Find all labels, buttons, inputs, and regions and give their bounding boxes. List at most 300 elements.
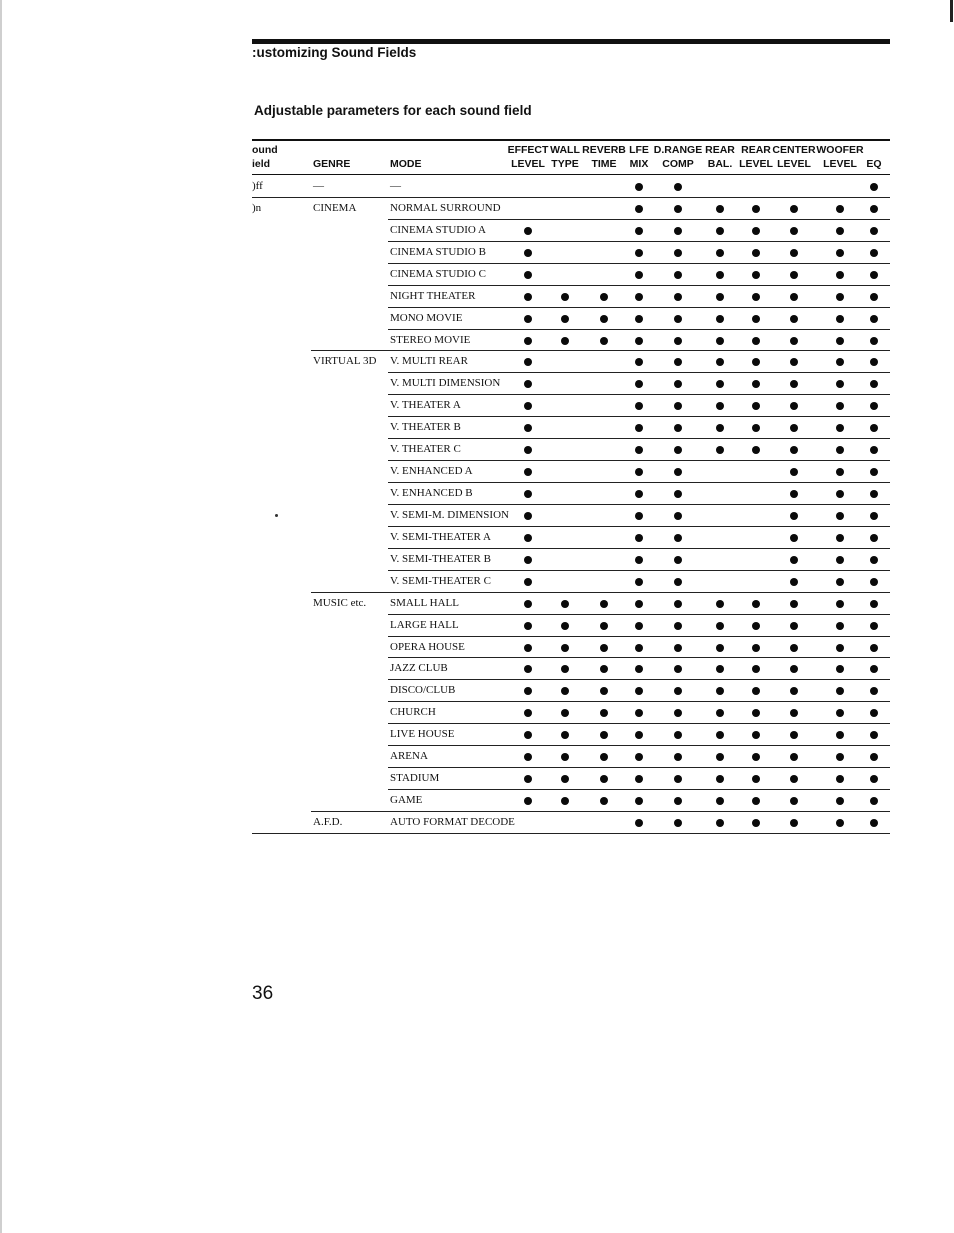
check-dot — [836, 446, 844, 454]
check-dot — [561, 337, 569, 345]
table-top-rule — [252, 139, 890, 141]
check-dot — [716, 293, 724, 301]
row-mode: NIGHT THEATER — [390, 289, 476, 302]
header-param — [866, 143, 881, 171]
check-dot — [870, 293, 878, 301]
check-dot — [790, 293, 798, 301]
header-param-line: LFE — [629, 144, 649, 156]
check-dot — [674, 205, 682, 213]
row-genre: A.F.D. — [313, 815, 343, 828]
check-dot — [635, 644, 643, 652]
check-dot — [870, 468, 878, 476]
row-mode: V. SEMI-THEATER C — [390, 574, 491, 587]
check-dot — [716, 424, 724, 432]
check-dot — [870, 819, 878, 827]
check-dot — [790, 665, 798, 673]
check-dot — [674, 337, 682, 345]
check-dot — [674, 687, 682, 695]
check-dot — [836, 665, 844, 673]
check-dot — [716, 446, 724, 454]
header-param — [739, 143, 773, 171]
check-dot — [524, 380, 532, 388]
check-dot — [600, 622, 608, 630]
check-dot — [524, 424, 532, 432]
row-rule — [388, 504, 890, 505]
check-dot — [524, 600, 532, 608]
check-dot — [524, 468, 532, 476]
row-mode: V. THEATER C — [390, 443, 461, 456]
row-mode: LARGE HALL — [390, 618, 459, 631]
check-dot — [600, 644, 608, 652]
check-dot — [600, 731, 608, 739]
check-dot — [836, 797, 844, 805]
check-dot — [600, 337, 608, 345]
check-dot — [790, 819, 798, 827]
row-mode: V. SEMI-THEATER A — [390, 530, 491, 543]
check-dot — [870, 271, 878, 279]
header-param-line: LEVEL — [777, 158, 811, 170]
check-dot — [790, 556, 798, 564]
check-dot — [870, 600, 878, 608]
check-dot — [600, 315, 608, 323]
row-rule — [388, 329, 890, 330]
check-dot — [635, 556, 643, 564]
header-param-line: WALL — [550, 144, 580, 156]
check-dot — [752, 205, 760, 213]
header-param — [629, 143, 649, 171]
check-dot — [836, 578, 844, 586]
check-dot — [716, 687, 724, 695]
stray-mark — [275, 514, 278, 517]
row-sound-field: )ff — [252, 180, 263, 192]
check-dot — [635, 665, 643, 673]
check-dot — [716, 622, 724, 630]
row-rule — [388, 482, 890, 483]
header-param — [816, 143, 863, 171]
check-dot — [524, 512, 532, 520]
check-dot — [635, 468, 643, 476]
check-dot — [524, 775, 532, 783]
check-dot — [716, 709, 724, 717]
header-param-line: WOOFER — [816, 144, 864, 156]
check-dot — [635, 819, 643, 827]
header-param-line — [866, 143, 881, 157]
check-dot — [524, 709, 532, 717]
check-dot — [836, 337, 844, 345]
check-dot — [524, 227, 532, 235]
row-rule — [311, 350, 890, 351]
row-rule — [388, 548, 890, 549]
section-title: :ustomizing Sound Fields — [252, 45, 417, 60]
check-dot — [561, 797, 569, 805]
check-dot — [716, 753, 724, 761]
check-dot — [561, 622, 569, 630]
check-dot — [524, 556, 532, 564]
row-rule — [388, 614, 890, 615]
check-dot — [836, 205, 844, 213]
check-dot — [752, 622, 760, 630]
page-left-edge — [0, 0, 2, 1233]
row-rule — [311, 811, 890, 812]
check-dot — [674, 644, 682, 652]
row-genre: MUSIC etc. — [313, 596, 367, 609]
check-dot — [635, 731, 643, 739]
check-dot — [752, 315, 760, 323]
check-dot — [674, 622, 682, 630]
check-dot — [635, 402, 643, 410]
check-dot — [524, 271, 532, 279]
check-dot — [635, 775, 643, 783]
check-dot — [635, 490, 643, 498]
check-dot — [790, 687, 798, 695]
row-mode: GAME — [390, 794, 423, 807]
check-dot — [870, 687, 878, 695]
check-dot — [870, 709, 878, 717]
check-dot — [870, 315, 878, 323]
row-mode: V. SEMI-M. DIMENSION — [390, 508, 509, 521]
check-dot — [870, 534, 878, 542]
row-rule — [388, 285, 890, 286]
row-mode: V. ENHANCED A — [390, 465, 473, 478]
row-rule — [388, 679, 890, 680]
header-param — [582, 143, 626, 171]
row-rule — [388, 241, 890, 242]
row-rule — [252, 197, 890, 198]
check-dot — [790, 622, 798, 630]
check-dot — [674, 578, 682, 586]
header-param-line: EQ — [866, 158, 882, 170]
check-dot — [716, 644, 724, 652]
check-dot — [600, 709, 608, 717]
check-dot — [635, 183, 643, 191]
check-dot — [674, 358, 682, 366]
check-dot — [752, 424, 760, 432]
header-rule — [252, 174, 890, 175]
row-rule — [388, 460, 890, 461]
check-dot — [524, 665, 532, 673]
row-mode: ARENA — [390, 750, 428, 763]
check-dot — [635, 446, 643, 454]
check-dot — [716, 337, 724, 345]
check-dot — [716, 665, 724, 673]
row-rule — [388, 416, 890, 417]
check-dot — [752, 687, 760, 695]
check-dot — [674, 446, 682, 454]
check-dot — [752, 380, 760, 388]
row-mode: V. MULTI REAR — [390, 355, 468, 368]
row-mode: CINEMA STUDIO B — [390, 245, 486, 258]
page-number: 36 — [252, 983, 274, 1004]
header-param-line: TYPE — [551, 158, 579, 170]
header-param-line: EFFECT — [507, 144, 549, 156]
row-rule — [388, 701, 890, 702]
check-dot — [752, 249, 760, 257]
check-dot — [600, 753, 608, 761]
check-dot — [752, 775, 760, 783]
header-genre: GENRE — [313, 158, 351, 170]
check-dot — [524, 490, 532, 498]
check-dot — [716, 797, 724, 805]
check-dot — [790, 534, 798, 542]
check-dot — [600, 797, 608, 805]
check-dot — [870, 753, 878, 761]
check-dot — [674, 402, 682, 410]
header-param — [705, 143, 735, 171]
check-dot — [674, 731, 682, 739]
check-dot — [836, 600, 844, 608]
check-dot — [635, 709, 643, 717]
check-dot — [790, 424, 798, 432]
header-param — [508, 143, 549, 171]
row-mode: V. MULTI DIMENSION — [390, 377, 501, 390]
check-dot — [752, 665, 760, 673]
check-dot — [790, 249, 798, 257]
header-param-line: D.RANGE — [653, 144, 703, 156]
check-dot — [790, 512, 798, 520]
header-param — [654, 143, 702, 171]
check-dot — [561, 687, 569, 695]
check-dot — [836, 271, 844, 279]
check-dot — [752, 358, 760, 366]
row-mode: CHURCH — [390, 706, 436, 719]
check-dot — [870, 337, 878, 345]
check-dot — [836, 227, 844, 235]
header-param-line: LEVEL — [823, 158, 857, 170]
check-dot — [790, 337, 798, 345]
check-dot — [561, 600, 569, 608]
check-dot — [870, 380, 878, 388]
header-mode: MODE — [390, 158, 422, 170]
check-dot — [790, 380, 798, 388]
check-dot — [635, 358, 643, 366]
check-dot — [524, 315, 532, 323]
check-dot — [674, 249, 682, 257]
check-dot — [870, 402, 878, 410]
check-dot — [870, 731, 878, 739]
check-dot — [716, 775, 724, 783]
check-dot — [836, 424, 844, 432]
check-dot — [600, 665, 608, 673]
section-top-rule — [252, 39, 890, 44]
check-dot — [524, 578, 532, 586]
check-dot — [674, 556, 682, 564]
row-mode: CINEMA STUDIO C — [390, 267, 486, 280]
check-dot — [752, 753, 760, 761]
check-dot — [836, 490, 844, 498]
row-rule — [252, 833, 890, 834]
check-dot — [716, 249, 724, 257]
check-dot — [674, 271, 682, 279]
check-dot — [674, 665, 682, 673]
row-rule — [388, 219, 890, 220]
check-dot — [870, 578, 878, 586]
table-title: Adjustable parameters for each sound field — [254, 103, 532, 118]
check-dot — [870, 797, 878, 805]
check-dot — [836, 556, 844, 564]
check-dot — [561, 644, 569, 652]
row-mode: JAZZ CLUB — [390, 662, 448, 675]
check-dot — [836, 534, 844, 542]
check-dot — [716, 358, 724, 366]
check-dot — [635, 227, 643, 235]
check-dot — [524, 644, 532, 652]
check-dot — [790, 205, 798, 213]
check-dot — [561, 293, 569, 301]
check-dot — [524, 446, 532, 454]
row-rule — [388, 263, 890, 264]
check-dot — [635, 753, 643, 761]
check-dot — [561, 709, 569, 717]
header-param-line: LEVEL — [511, 158, 545, 170]
check-dot — [635, 797, 643, 805]
check-dot — [600, 600, 608, 608]
check-dot — [790, 446, 798, 454]
check-dot — [836, 687, 844, 695]
row-mode: MONO MOVIE — [390, 311, 463, 324]
check-dot — [674, 512, 682, 520]
row-genre: CINEMA — [313, 201, 357, 214]
row-rule — [388, 307, 890, 308]
row-rule — [388, 745, 890, 746]
check-dot — [524, 402, 532, 410]
check-dot — [600, 293, 608, 301]
check-dot — [561, 731, 569, 739]
check-dot — [790, 358, 798, 366]
check-dot — [836, 622, 844, 630]
check-dot — [752, 446, 760, 454]
check-dot — [635, 271, 643, 279]
check-dot — [524, 534, 532, 542]
row-rule — [388, 438, 890, 439]
check-dot — [790, 468, 798, 476]
check-dot — [674, 183, 682, 191]
header-param-line: LEVEL — [739, 158, 773, 170]
check-dot — [524, 797, 532, 805]
row-mode: — — [390, 180, 401, 192]
check-dot — [524, 249, 532, 257]
check-dot — [674, 293, 682, 301]
check-dot — [674, 424, 682, 432]
check-dot — [836, 512, 844, 520]
check-dot — [524, 293, 532, 301]
check-dot — [790, 797, 798, 805]
header-param-line: TIME — [591, 158, 617, 170]
check-dot — [790, 644, 798, 652]
check-dot — [752, 644, 760, 652]
check-dot — [870, 512, 878, 520]
check-dot — [716, 819, 724, 827]
row-rule — [388, 570, 890, 571]
row-genre: VIRTUAL 3D — [313, 355, 377, 368]
row-mode: NORMAL SURROUND — [390, 201, 501, 214]
check-dot — [635, 249, 643, 257]
row-rule — [388, 636, 890, 637]
check-dot — [752, 271, 760, 279]
row-mode: STADIUM — [390, 772, 440, 785]
check-dot — [674, 534, 682, 542]
check-dot — [752, 797, 760, 805]
check-dot — [790, 578, 798, 586]
check-dot — [524, 753, 532, 761]
check-dot — [716, 227, 724, 235]
check-dot — [836, 402, 844, 410]
row-rule — [388, 372, 890, 373]
row-rule — [388, 723, 890, 724]
check-dot — [870, 205, 878, 213]
check-dot — [870, 490, 878, 498]
check-dot — [836, 753, 844, 761]
row-mode: AUTO FORMAT DECODE — [390, 815, 515, 828]
header-param-line: REAR — [705, 144, 735, 156]
check-dot — [752, 600, 760, 608]
check-dot — [561, 315, 569, 323]
check-dot — [716, 271, 724, 279]
check-dot — [870, 665, 878, 673]
row-mode: V. THEATER A — [390, 399, 461, 412]
header-param — [772, 143, 815, 171]
check-dot — [600, 687, 608, 695]
check-dot — [674, 709, 682, 717]
check-dot — [790, 775, 798, 783]
header-param — [550, 143, 580, 171]
check-dot — [674, 600, 682, 608]
check-dot — [836, 731, 844, 739]
check-dot — [674, 819, 682, 827]
check-dot — [836, 315, 844, 323]
check-dot — [836, 709, 844, 717]
check-dot — [716, 402, 724, 410]
row-sound-field: )n — [252, 201, 262, 214]
check-dot — [635, 337, 643, 345]
check-dot — [836, 468, 844, 476]
check-dot — [635, 293, 643, 301]
header-sound-field-line1: ound — [252, 144, 278, 156]
check-dot — [674, 227, 682, 235]
check-dot — [524, 358, 532, 366]
check-dot — [524, 687, 532, 695]
check-dot — [674, 380, 682, 388]
check-dot — [561, 665, 569, 673]
check-dot — [635, 534, 643, 542]
row-mode: V. ENHANCED B — [390, 487, 473, 500]
check-dot — [752, 293, 760, 301]
check-dot — [790, 600, 798, 608]
check-dot — [870, 556, 878, 564]
check-dot — [870, 775, 878, 783]
check-dot — [790, 709, 798, 717]
row-rule — [388, 657, 890, 658]
check-dot — [836, 293, 844, 301]
header-param-line: CENTER — [772, 144, 816, 156]
row-rule — [311, 592, 890, 593]
check-dot — [674, 775, 682, 783]
row-mode: V. SEMI-THEATER B — [390, 552, 491, 565]
check-dot — [870, 446, 878, 454]
check-dot — [790, 315, 798, 323]
check-dot — [635, 380, 643, 388]
check-dot — [716, 380, 724, 388]
check-dot — [716, 731, 724, 739]
check-dot — [716, 315, 724, 323]
row-mode: LIVE HOUSE — [390, 728, 455, 741]
check-dot — [836, 775, 844, 783]
header-sound-field-line2: ield — [252, 158, 271, 170]
check-dot — [790, 731, 798, 739]
check-dot — [635, 600, 643, 608]
check-dot — [790, 271, 798, 279]
row-mode: SMALL HALL — [390, 596, 459, 609]
row-mode: CINEMA STUDIO A — [390, 223, 486, 236]
